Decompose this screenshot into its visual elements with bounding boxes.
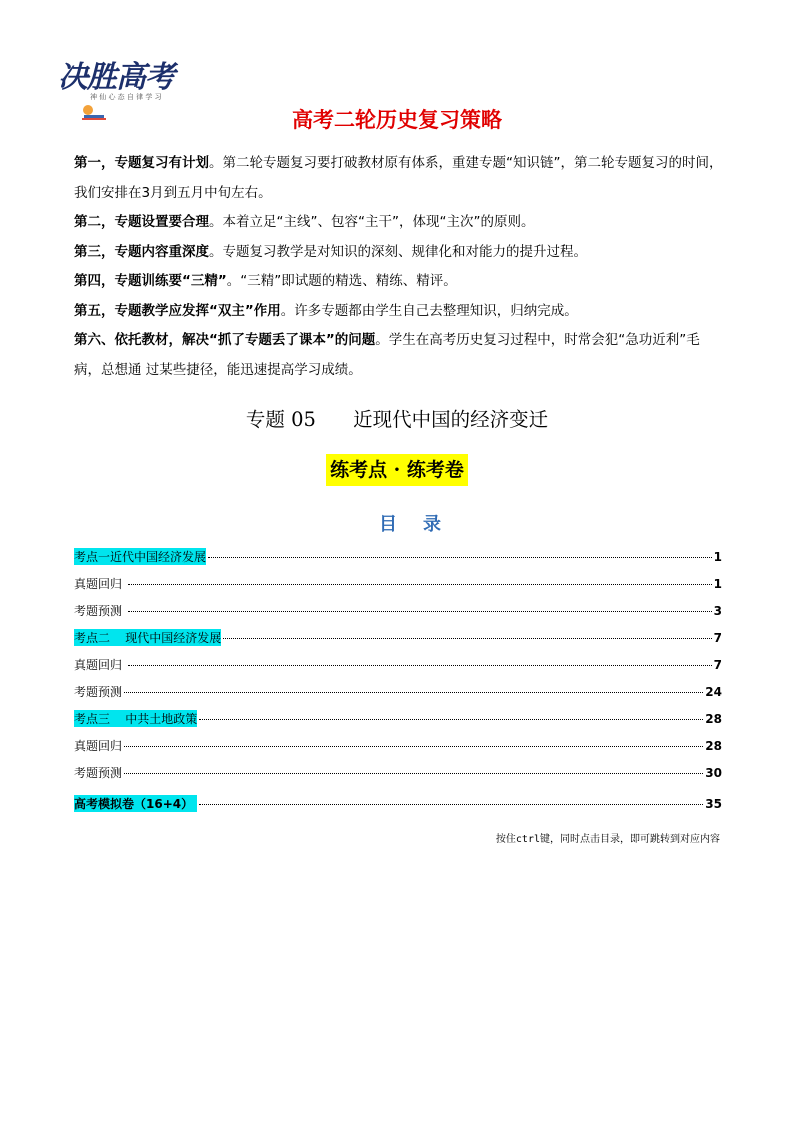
toc-dot-leader — [128, 665, 712, 666]
subtitle-banner: 练考点 · 练考卷 — [326, 454, 468, 486]
toc-entry[interactable] — [74, 795, 722, 822]
toc-entry[interactable] — [74, 656, 722, 683]
toc-entry[interactable] — [74, 575, 722, 602]
logo-text: 决胜高考 — [58, 60, 174, 95]
intro-paragraphs — [74, 149, 724, 385]
toc-dot-leader — [223, 638, 711, 639]
toc-entry[interactable] — [74, 710, 722, 737]
toc-entry-page[interactable]: 28 — [705, 712, 722, 726]
intro-lead: 第四，专题训练要“三精” — [74, 273, 227, 289]
toc-entry-page[interactable]: 1 — [713, 550, 722, 564]
table-of-contents — [74, 548, 722, 822]
toc-entry[interactable] — [74, 548, 722, 575]
topic-heading: 专题 05 近现代中国的经济变迁 — [245, 408, 549, 431]
toc-dot-leader — [124, 692, 703, 693]
toc-dot-leader — [199, 719, 703, 720]
logo-subtext: 神 仙 心 态 自 律 学 习 — [90, 93, 162, 101]
toc-entry[interactable] — [74, 737, 722, 764]
toc-dot-leader — [124, 773, 703, 774]
toc-entry-label[interactable]: 真题回归 — [74, 739, 123, 753]
toc-entry-page[interactable]: 28 — [705, 739, 722, 753]
toc-dot-leader — [128, 611, 712, 612]
ctrl-click-hint: 按住ctrl键，同时点击目录，即可跳转到对应内容 — [495, 834, 720, 845]
intro-paragraph — [74, 208, 724, 238]
toc-dot-leader — [124, 746, 703, 747]
toc-dot-leader — [128, 584, 712, 585]
toc-entry-label[interactable]: 考题预测 — [74, 766, 123, 780]
toc-entry-page[interactable]: 3 — [713, 604, 722, 618]
intro-lead: 第六、依托教材，解决“抓了专题丢了课本”的问题 — [74, 332, 376, 348]
intro-paragraph — [74, 238, 724, 268]
toc-entry-page[interactable]: 35 — [705, 797, 722, 811]
intro-text: 。本着立足“主线”、包容“主干”，体现“主次”的原则。 — [209, 214, 535, 230]
toc-dot-leader — [208, 557, 712, 558]
intro-text: 。学生在高考历史复习过程中，时常会犯“急功近利”毛病，总想通 过某些捷径，能迅速提高学习成绩。 — [74, 332, 700, 378]
toc-entry-page[interactable]: 24 — [705, 685, 722, 699]
intro-lead: 第五，专题教学应发挥“双主”作用 — [74, 302, 281, 319]
toc-dot-leader — [199, 804, 703, 805]
toc-entry-page[interactable]: 7 — [713, 658, 722, 672]
toc-entry-label[interactable]: 考点三 中共土地政策 — [74, 712, 198, 726]
toc-entry[interactable] — [74, 764, 722, 791]
toc-entry-page[interactable]: 30 — [705, 766, 722, 780]
intro-text: 。第二轮专题复习要打破教材原有体系，重建专题“知识链”，第二轮专题复习的时间，我们安排在3月到五月中旬左右。 — [74, 155, 723, 201]
toc-entry-label[interactable]: 真题回归 — [74, 658, 126, 672]
toc-entry-page[interactable]: 1 — [713, 577, 722, 591]
intro-paragraph — [74, 326, 724, 385]
toc-entry[interactable] — [74, 629, 722, 656]
toc-entry-label[interactable]: 高考模拟卷（16+4） — [74, 797, 198, 811]
intro-lead: 第三，专题内容重深度 — [74, 243, 209, 260]
intro-paragraph — [74, 297, 724, 327]
intro-paragraph — [74, 149, 724, 208]
intro-lead: 第二，专题设置要合理 — [74, 214, 209, 230]
toc-entry-label[interactable]: 真题回归 — [74, 577, 126, 591]
toc-entry[interactable] — [74, 602, 722, 629]
toc-entry-page[interactable]: 7 — [713, 631, 722, 645]
toc-entry-label[interactable]: 考点二 现代中国经济发展 — [74, 631, 222, 645]
intro-text: 。许多专题都由学生自己去整理知识，归纳完成。 — [280, 302, 578, 319]
toc-entry-label[interactable]: 考题预测 — [74, 604, 126, 618]
intro-paragraph — [74, 267, 724, 297]
toc-entry-label[interactable]: 考点一近代中国经济发展 — [74, 550, 207, 564]
intro-lead: 第一，专题复习有计划 — [74, 155, 209, 171]
intro-text: 。“三精”即试题的精选、精练、精评。 — [226, 273, 457, 289]
toc-title: 目录 — [379, 514, 467, 535]
intro-text: 。专题复习教学是对知识的深刻、规律化和对能力的提升过程。 — [209, 243, 587, 260]
toc-entry-label[interactable]: 考题预测 — [74, 685, 123, 699]
page-title: 高考二轮历史复习策略 — [292, 108, 502, 132]
toc-entry[interactable] — [74, 683, 722, 710]
